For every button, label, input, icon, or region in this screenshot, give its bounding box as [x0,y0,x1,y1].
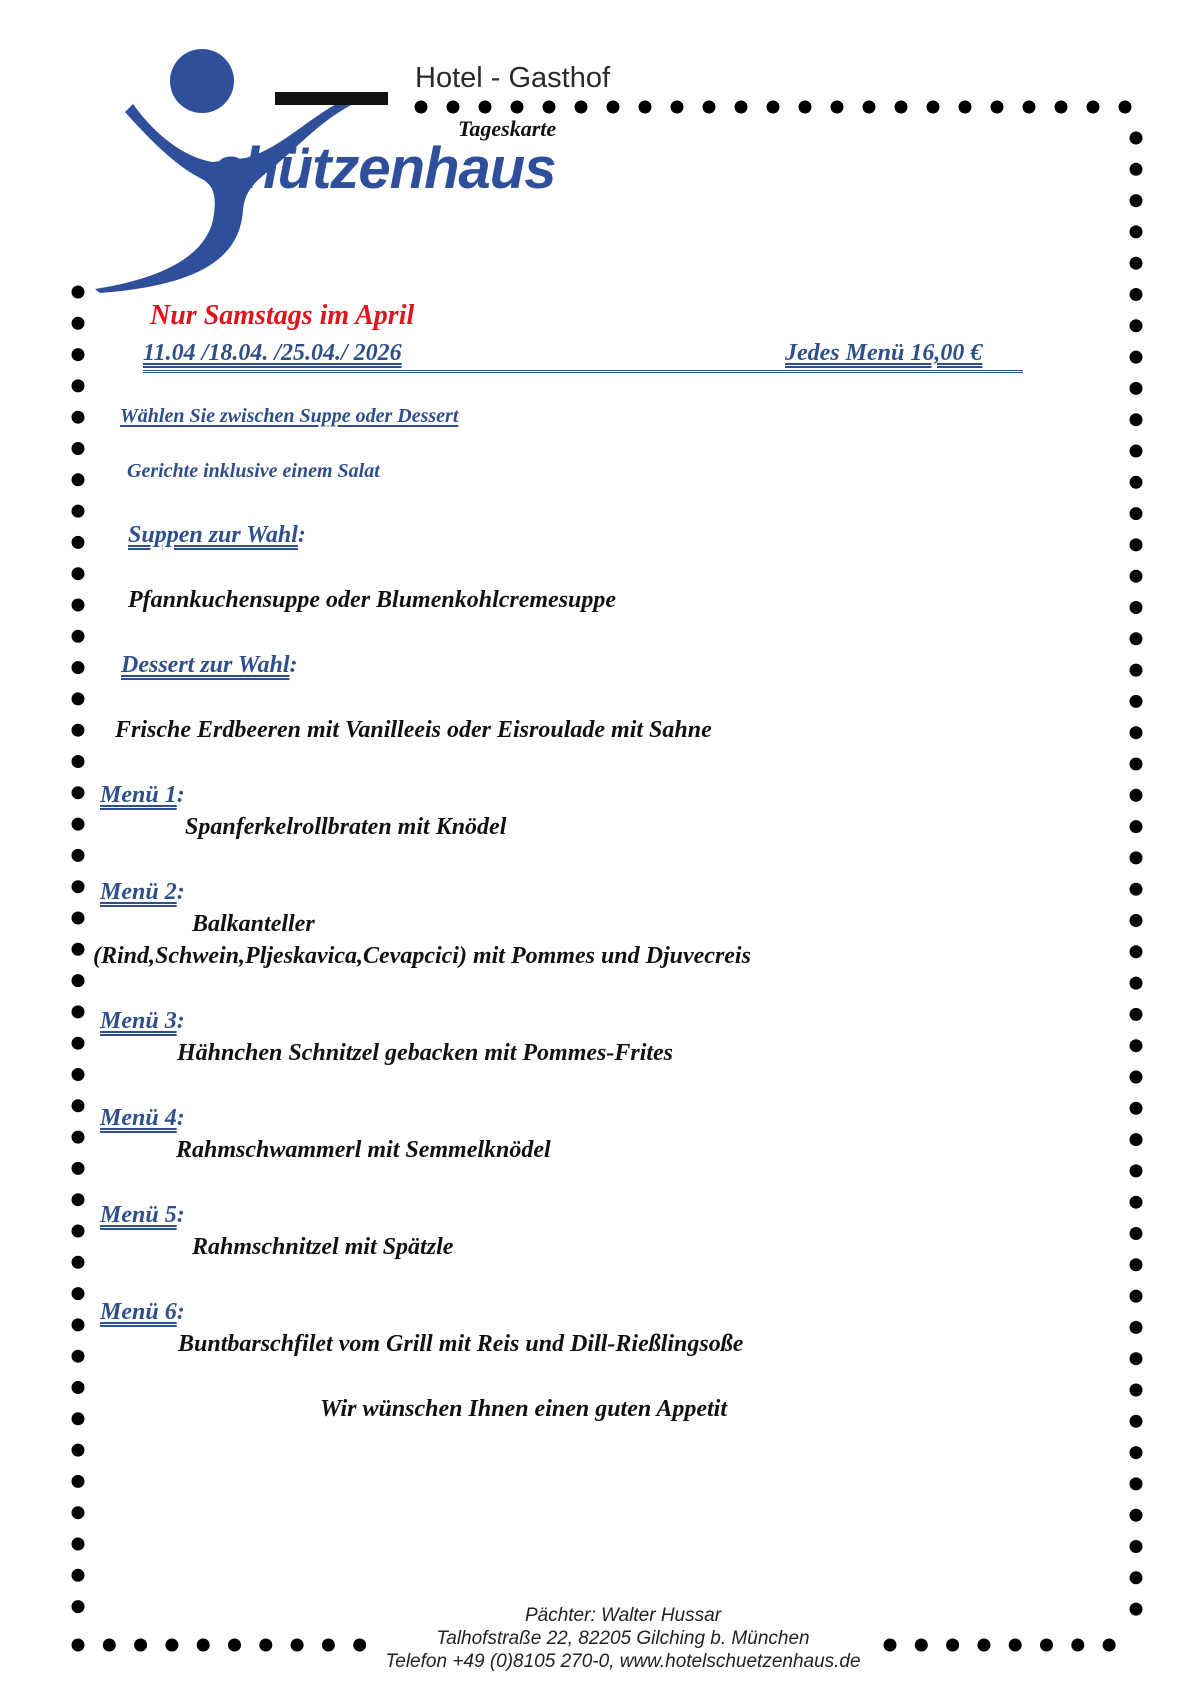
border-dot [72,1475,85,1488]
border-dot [1130,132,1143,145]
border-dot [72,442,85,455]
menu-1-dish: Spanferkelrollbraten mit Knödel [185,814,507,840]
border-dot [863,101,876,114]
menu-6-label: Menü 6 [100,1299,177,1325]
border-dot [1130,1196,1143,1209]
menu-1-heading [100,782,185,809]
border-dot [1130,914,1143,927]
desserts-heading [121,652,298,679]
border-dot [72,1099,85,1112]
desserts-heading-colon: : [289,652,298,678]
border-dot [1130,789,1143,802]
border-dot [1130,1509,1143,1522]
border-dot [1130,413,1143,426]
menu-4-heading [100,1105,185,1132]
border-dot [72,661,85,674]
border-dot [1130,351,1143,364]
border-dot [72,286,85,299]
border-dot [927,101,940,114]
border-dot [72,411,85,424]
border-dot [1130,1258,1143,1271]
border-dot [228,1639,241,1652]
border-dot [72,1538,85,1551]
border-dot [72,1506,85,1519]
menu-3-colon: : [176,1008,185,1034]
border-dot [72,536,85,549]
border-dot [1130,1571,1143,1584]
dates-underline [143,370,1023,373]
border-dot [72,880,85,893]
border-dot [1130,758,1143,771]
menu-1-label: Menü 1 [100,782,177,808]
border-dot [72,317,85,330]
border-dot [72,724,85,737]
menu-2-colon: : [176,879,185,905]
border-dot [72,1256,85,1269]
border-dot [1130,382,1143,395]
border-dot [1130,1384,1143,1397]
border-dot [1130,1446,1143,1459]
border-dot [72,692,85,705]
border-dot [165,1639,178,1652]
border-dot [991,101,1004,114]
border-dot [72,505,85,518]
border-dot [1130,507,1143,520]
offer-dates: 11.04 /18.04. /25.04./ 2026 [143,340,402,366]
border-dot [1103,1639,1116,1652]
border-dot [1130,225,1143,238]
border-dot [72,1318,85,1331]
border-dot [1130,1415,1143,1428]
border-dot [1130,1164,1143,1177]
border-dot [1130,883,1143,896]
border-dot [959,101,972,114]
offer-price: Jedes Menü 16,00 € [785,340,983,366]
menu-2-dish: Balkanteller [192,911,315,937]
border-dot [103,1639,116,1652]
border-dot [1130,194,1143,207]
border-dot [1055,101,1068,114]
border-dot [1071,1639,1084,1652]
border-dot [1130,1133,1143,1146]
border-dot [1130,1352,1143,1365]
border-dot [72,849,85,862]
border-dot [1130,445,1143,458]
border-dot [72,1444,85,1457]
border-dot [479,101,492,114]
footer-tenant: Pächter: Walter Hussar [524,1605,722,1626]
border-dot [72,786,85,799]
menu-4-colon: : [176,1105,185,1131]
menu-4-label: Menü 4 [100,1105,177,1131]
border-dot [1130,1290,1143,1303]
border-dot [1130,257,1143,270]
border-dot [72,818,85,831]
border-dot [72,473,85,486]
soups-heading-colon: : [297,522,306,548]
salad-note: Gerichte inklusive einem Salat [127,460,380,482]
border-dot [72,1639,85,1652]
menu-5-colon: : [176,1202,185,1228]
border-dot [1119,101,1132,114]
border-dot [72,1287,85,1300]
border-dot [1130,1477,1143,1490]
border-dot [72,912,85,925]
menu-1-colon: : [176,782,185,808]
menu-5-label: Menü 5 [100,1202,177,1228]
menu-3-dish: Hähnchen Schnitzel gebacken mit Pommes-Frites [177,1040,674,1066]
border-dot [72,1350,85,1363]
border-dot [511,101,524,114]
desserts-heading-label: Dessert zur Wahl [121,652,290,678]
border-dot [1130,695,1143,708]
border-dot [977,1639,990,1652]
border-dot [72,1225,85,1238]
border-dot [1087,101,1100,114]
choice-note: Wählen Sie zwischen Suppe oder Dessert [120,405,459,427]
border-dot [1130,632,1143,645]
border-dot [671,101,684,114]
menu-6-heading [100,1299,185,1326]
offer-title: Nur Samstags im April [150,300,415,331]
border-dot [197,1639,210,1652]
border-dot [72,755,85,768]
border-dot [72,1162,85,1175]
border-dot [72,1068,85,1081]
menu-3-heading [100,1008,185,1035]
border-dot [1130,319,1143,332]
border-dot [72,1131,85,1144]
border-dot [1130,1039,1143,1052]
border-dot [72,630,85,643]
border-dot [1130,1321,1143,1334]
border-dot [72,567,85,580]
border-dot [1040,1639,1053,1652]
border-dot [735,101,748,114]
border-dot [703,101,716,114]
border-dot [895,101,908,114]
border-dot [72,1412,85,1425]
menu-5-heading [100,1202,185,1229]
border-dot [1130,538,1143,551]
border-dot [1130,664,1143,677]
border-dot [1130,1102,1143,1115]
border-dot [1130,1008,1143,1021]
menu-2-heading [100,879,185,906]
border-dot [799,101,812,114]
footer-contact: Telefon +49 (0)8105 270-0, www.hotelschuetzenhaus.de [385,1651,861,1672]
border-dot [607,101,620,114]
border-dot [1130,1071,1143,1084]
desserts-items: Frische Erdbeeren mit Vanilleeis oder Eisroulade mit Sahne [115,717,712,743]
border-dot [72,943,85,956]
closing-wish: Wir wünschen Ihnen einen guten Appetit [320,1396,727,1422]
border-dot [134,1639,147,1652]
border-dot [72,1600,85,1613]
border-dot [72,599,85,612]
border-dot [1130,945,1143,958]
border-dot [1130,1603,1143,1616]
border-dot [831,101,844,114]
border-dot [415,101,428,114]
border-dot [447,101,460,114]
border-dot [1130,163,1143,176]
logo-hotel-gasthof-text: Hotel - Gasthof [415,62,611,94]
menu-3-label: Menü 3 [100,1008,177,1034]
border-dot [259,1639,272,1652]
border-dot [1130,601,1143,614]
menu-6-dish: Buntbarschfilet vom Grill mit Reis und Dill-Rießlingsoße [178,1331,744,1357]
soups-heading-label: Suppen zur Wahl [128,522,298,548]
menu-5-dish: Rahmschnitzel mit Spätzle [192,1234,454,1260]
footer-address: Talhofstraße 22, 82205 Gilching b. München [436,1628,810,1649]
border-dot [1023,101,1036,114]
menu-2-label: Menü 2 [100,879,177,905]
border-dot [1130,1227,1143,1240]
border-dot [1130,476,1143,489]
border-dot [1130,820,1143,833]
border-dot [72,348,85,361]
menu-2-dish-detail: (Rind,Schwein,Pljeskavica,Cevapcici) mit Pommes und Djuvecreis [93,943,751,969]
border-dot [575,101,588,114]
border-dot [72,974,85,987]
logo-schuetzenhaus-text: chützenhaus [212,136,556,201]
border-dot [767,101,780,114]
soups-heading [128,522,306,549]
tageskarte-heading: Tageskarte [458,116,557,141]
border-dot [72,1005,85,1018]
border-dot [1130,851,1143,864]
border-dot [1130,288,1143,301]
border-dot [1130,570,1143,583]
border-dot [72,379,85,392]
menu-4-dish: Rahmschwammerl mit Semmelknödel [176,1137,551,1163]
border-dot [1130,726,1143,739]
border-dot [1130,977,1143,990]
border-dot [72,1193,85,1206]
menu-6-colon: : [176,1299,185,1325]
border-dot [72,1381,85,1394]
soups-items: Pfannkuchensuppe oder Blumenkohlcremesuppe [128,587,617,613]
border-dot [639,101,652,114]
border-dot [543,101,556,114]
border-dot [72,1037,85,1050]
border-dot [72,1569,85,1582]
border-dot [1130,1540,1143,1553]
border-dot [1009,1639,1022,1652]
